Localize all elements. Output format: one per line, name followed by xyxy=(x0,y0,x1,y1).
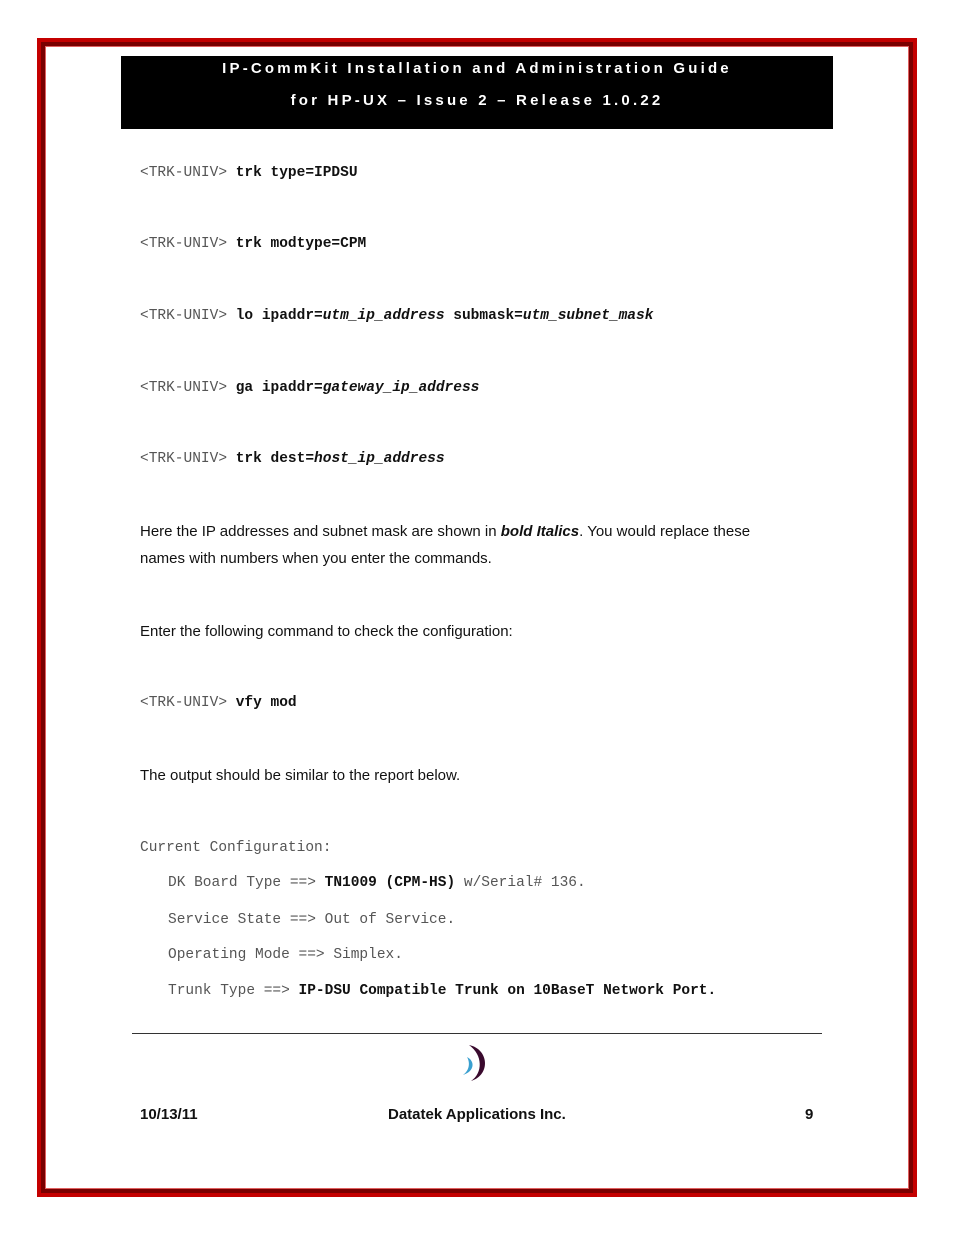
prompt: <TRK-UNIV> xyxy=(140,308,228,324)
report-board-type xyxy=(168,875,586,891)
command-param: host_ip_address xyxy=(314,451,445,467)
command-param: utm_subnet_mask xyxy=(522,308,654,324)
paragraph-bold-italics xyxy=(140,518,750,572)
datatek-logo-icon xyxy=(455,1043,491,1083)
report-value: TN1009 (CPM-HS) xyxy=(324,875,456,891)
report-title: Current Configuration: xyxy=(140,840,332,856)
command-line-6 xyxy=(140,695,297,711)
footer-company: Datatek Applications Inc. xyxy=(388,1106,566,1123)
command-line-4 xyxy=(140,380,479,396)
report-label: Trunk Type ==> xyxy=(168,983,299,999)
report-value: IP-DSU Compatible Trunk on 10BaseT Network Port. xyxy=(298,983,717,999)
command-line-3 xyxy=(140,308,653,324)
emphasis: bold Italics xyxy=(500,523,580,540)
prompt: <TRK-UNIV> xyxy=(140,451,228,467)
prompt: <TRK-UNIV> xyxy=(140,165,228,181)
text: Here the IP addresses and subnet mask are shown in xyxy=(140,523,501,540)
paragraph-output: The output should be similar to the report below. xyxy=(140,767,461,784)
report-operating-mode: Operating Mode ==> Simplex. xyxy=(168,947,403,963)
command: lo ipaddr= xyxy=(235,308,323,324)
command-param: utm_ip_address xyxy=(322,308,445,324)
command: trk dest= xyxy=(235,451,315,467)
command: trk modtype=CPM xyxy=(235,236,367,252)
footer-page-number: 9 xyxy=(805,1106,814,1123)
header-title: IP-CommKit Installation and Administration Guide xyxy=(222,60,732,77)
command-param: gateway_ip_address xyxy=(322,380,480,396)
command-line-1 xyxy=(140,165,358,181)
prompt: <TRK-UNIV> xyxy=(140,380,228,396)
paragraph-check-config: Enter the following command to check the configuration: xyxy=(140,623,513,640)
prompt: <TRK-UNIV> xyxy=(140,236,228,252)
report-label: DK Board Type ==> xyxy=(168,875,325,891)
command: ga ipaddr= xyxy=(235,380,323,396)
command-line-5 xyxy=(140,451,445,467)
footer-divider xyxy=(132,1033,822,1034)
report-serial: w/Serial# 136. xyxy=(455,875,586,891)
text: . You would replace these xyxy=(579,523,751,540)
command-line-2 xyxy=(140,236,366,252)
prompt: <TRK-UNIV> xyxy=(140,695,228,711)
footer-date: 10/13/11 xyxy=(140,1106,198,1123)
page-header xyxy=(121,56,833,129)
report-service-state: Service State ==> Out of Service. xyxy=(168,912,456,928)
text: names with numbers when you enter the commands. xyxy=(140,550,492,567)
header-subtitle: for HP-UX – Issue 2 – Release 1.0.22 xyxy=(290,92,664,109)
command: trk type=IPDSU xyxy=(235,165,358,181)
command: submask= xyxy=(444,308,523,324)
command: vfy mod xyxy=(235,695,297,711)
report-trunk-type xyxy=(168,983,716,999)
